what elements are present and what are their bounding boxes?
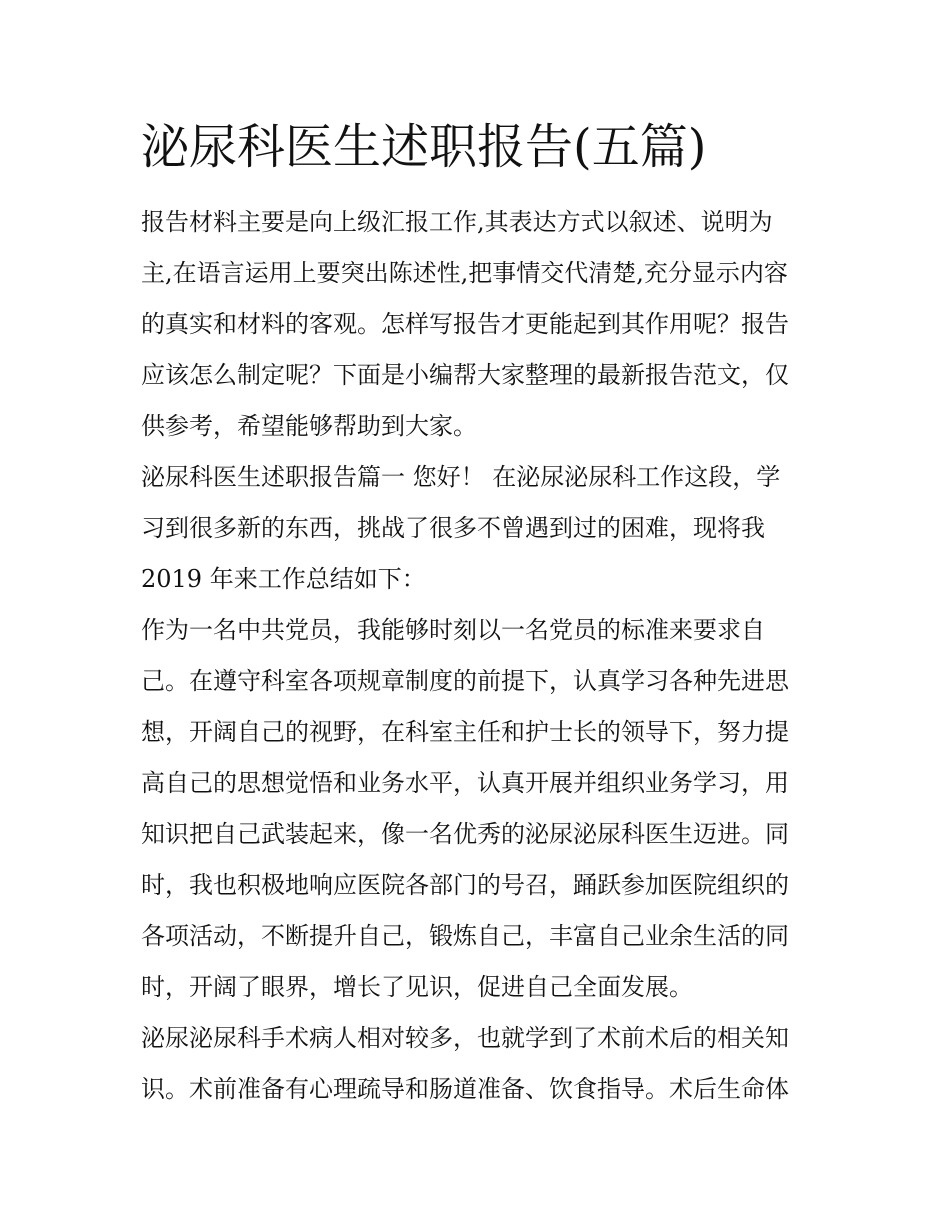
text-line: 高自己的思想觉悟和业务水平，认真开展并组织业务学习，用 [141,769,789,797]
text-line: 2019 年来工作总结如下： [141,565,426,593]
document-title: 泌尿科医生述职报告(五篇) [141,119,707,175]
text-line: 主,在语言运用上要突出陈述性,把事情交代清楚,充分显示内容 [141,259,788,287]
text-line: 的真实和材料的客观。怎样写报告才更能起到其作用呢？报告 [141,310,789,338]
text-line: 想，开阔自己的视野，在科室主任和护士长的领导下，努力提 [141,718,789,746]
text-line: 时，我也积极地响应医院各部门的号召，踊跃参加医院组织的 [141,871,789,899]
text-line: 供参考，希望能够帮助到大家。 [141,412,477,440]
document-body [141,197,813,1115]
text-line: 应该怎么制定呢？下面是小编帮大家整理的最新报告范文，仅 [141,361,789,389]
text-line: 习到很多新的东西，挑战了很多不曾遇到过的困难，现将我 [141,514,765,542]
text-line: 己。在遵守科室各项规章制度的前提下，认真学习各种先进思 [141,667,789,695]
text-line: 知识把自己武装起来，像一名优秀的泌尿泌尿科医生迈进。同 [141,820,789,848]
text-line: 泌尿科医生述职报告篇一 您好！ 在泌尿泌尿科工作这段，学 [141,463,781,491]
text-line: 泌尿泌尿科手术病人相对较多，也就学到了术前术后的相关知 [141,1024,789,1052]
text-line: 各项活动，不断提升自己，锻炼自己，丰富自己业余生活的同 [141,922,789,950]
text-line: 作为一名中共党员，我能够时刻以一名党员的标准来要求自 [141,616,765,644]
text-line: 时，开阔了眼界，增长了见识，促进自己全面发展。 [141,973,693,1001]
text-line: 识。术前准备有心理疏导和肠道准备、饮食指导。术后生命体 [141,1075,789,1103]
text-line: 报告材料主要是向上级汇报工作,其表达方式以叙述、说明为 [141,208,773,236]
